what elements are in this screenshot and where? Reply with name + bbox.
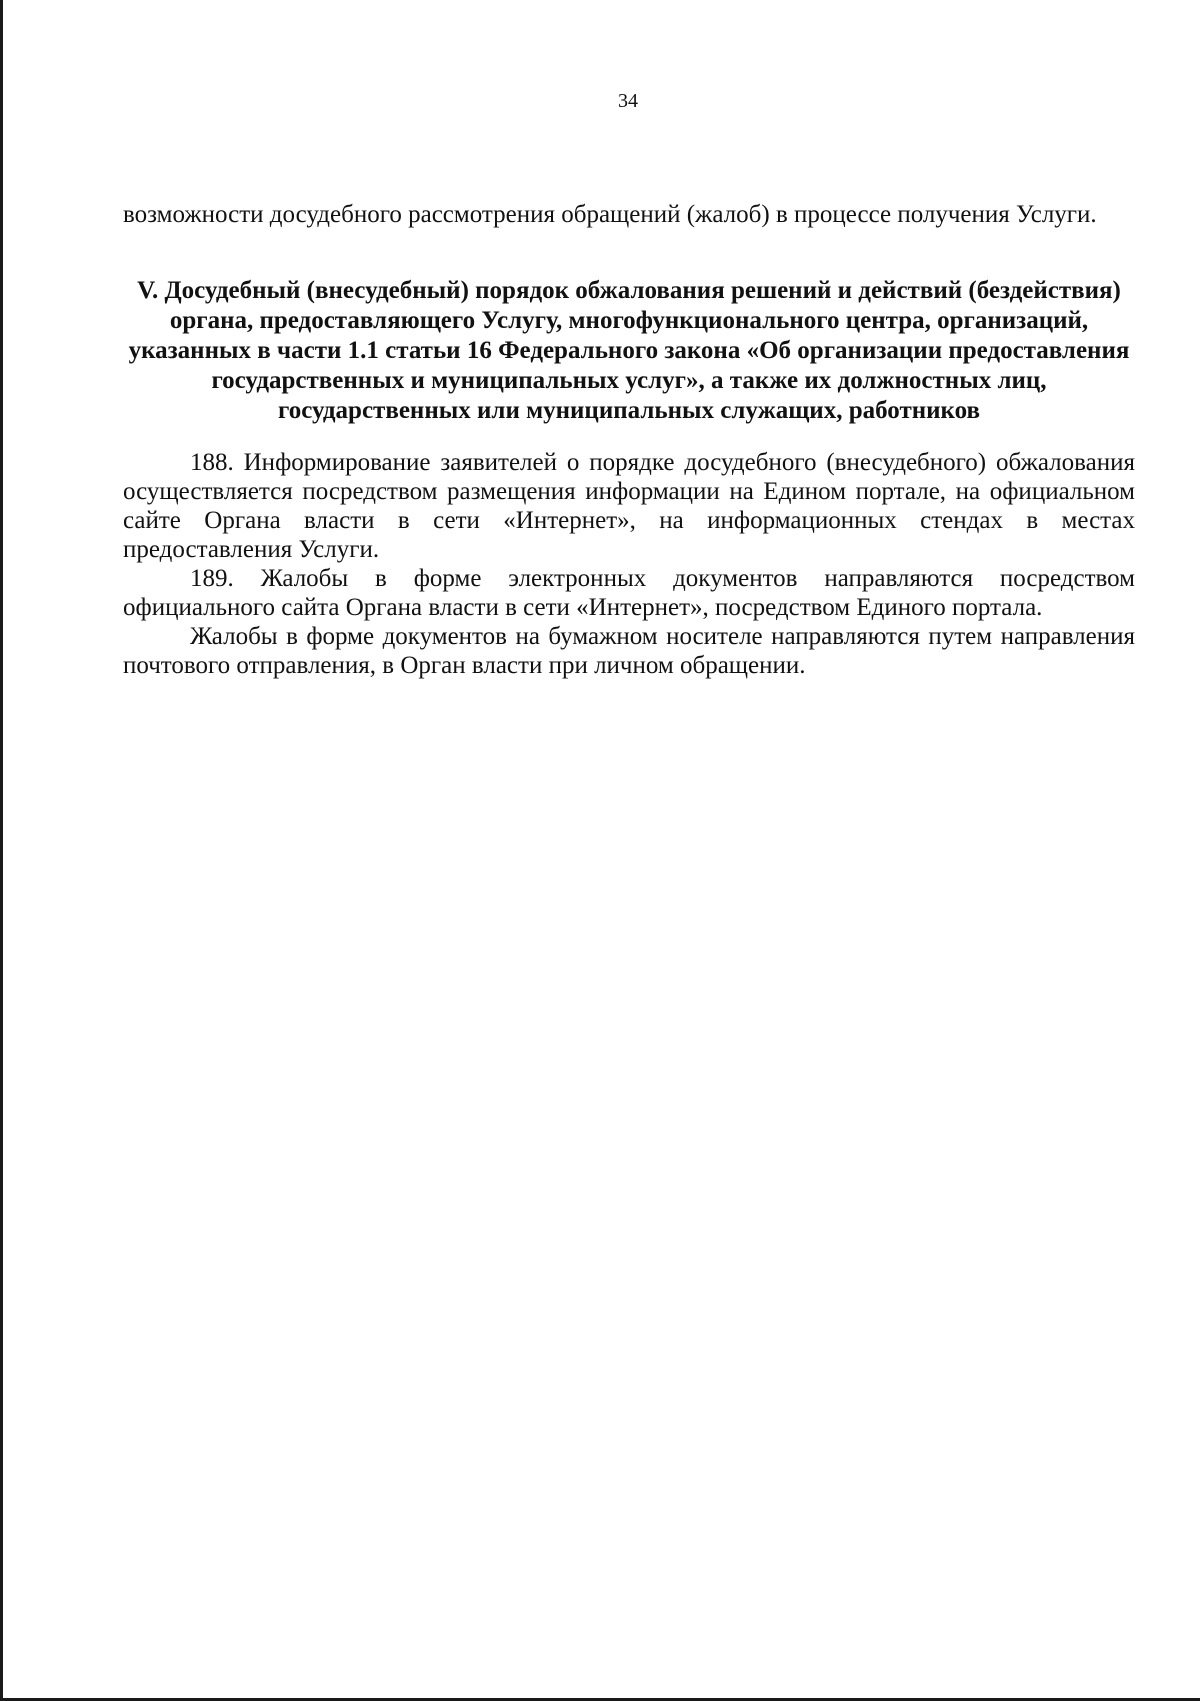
- page-number: 34: [618, 90, 638, 112]
- continuation-paragraph: возможности досудебного рассмотрения обращений (жалоб) в процессе получения Услуги.: [123, 201, 1097, 228]
- paragraph-188: 188. Информирование заявителей о порядке досудебного (внесудебного) обжалования осуществляется посредством размещения информации на Едином портале, на официальном сайте Органа власти в сети «Интернет», на информационных стендах в местах предоставления Услуги.: [123, 449, 1135, 563]
- paragraph-paper-complaints: Жалобы в форме документов на бумажном носителе направляются путем направления почтового отправления, в Орган власти при личном обращении.: [123, 623, 1135, 679]
- document-body: [123, 200, 1135, 680]
- section-heading: V. Досудебный (внесудебный) порядок обжалования решений и действий (бездействия) органа, предоставляющего Услугу, многофункционального центра, организаций, указанных в части 1.1 статьи 16 Федерального закона «Об организации предоставления государственных и муниципальных услуг», а также их должностных лиц, государственных или муниципальных служащих, работников: [128, 277, 1130, 424]
- scan-edge-left: [0, 0, 3, 1701]
- paragraph-189: 189. Жалобы в форме электронных документов направляются посредством официального сайта Органа власти в сети «Интернет», посредством Единого портала.: [123, 565, 1135, 621]
